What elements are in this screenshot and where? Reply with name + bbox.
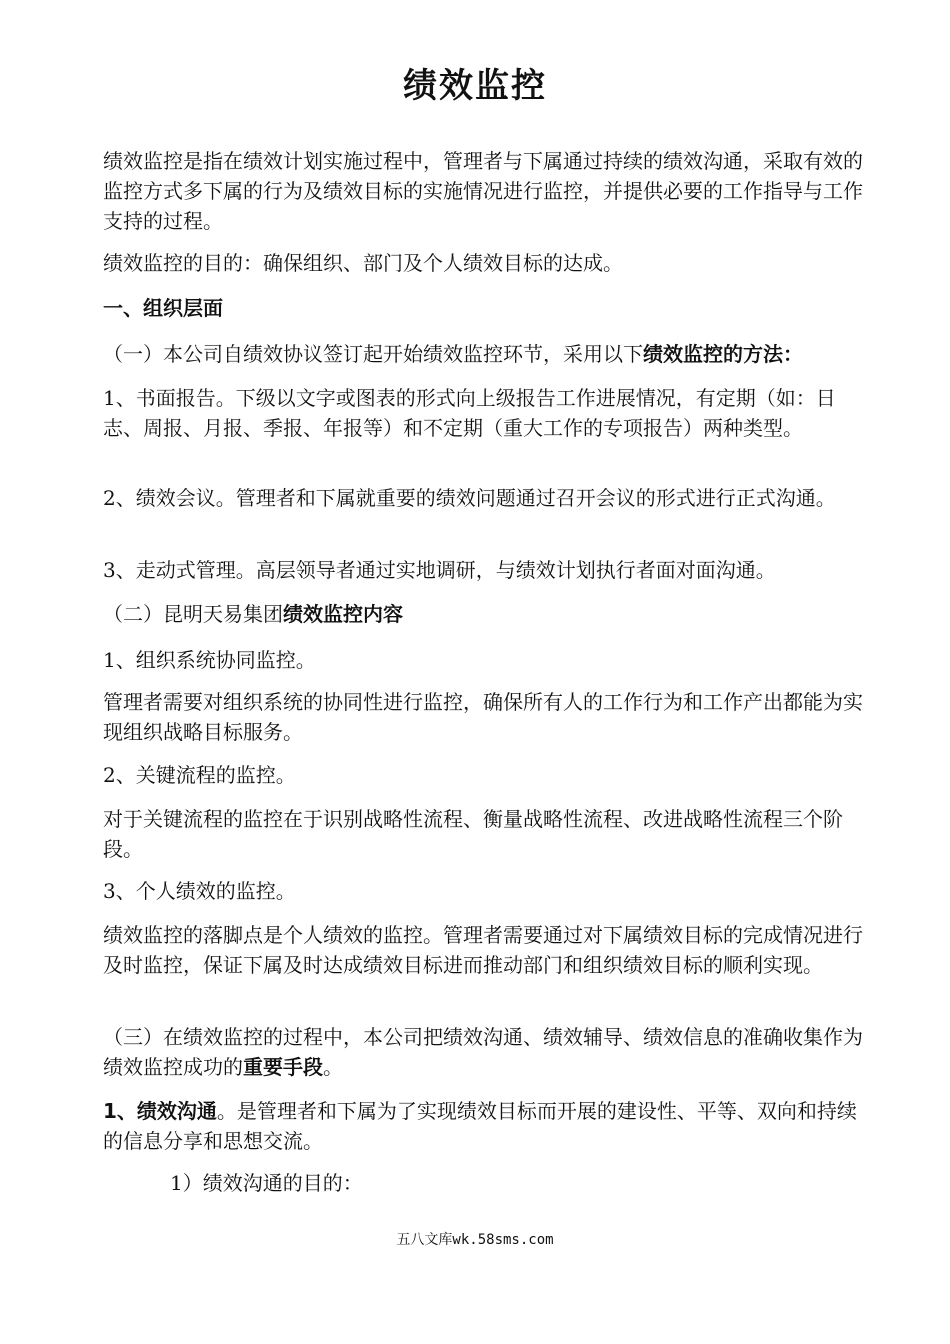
content-item-2: 2、关键流程的监控。 [103,763,296,787]
subsection-content [103,599,873,629]
method-written-report: 1、书面报告。下级以文字或图表的形式向上级报告工作进展情况，有定期（如：日志、周报、月报、季报、年报等）和不定期（重大工作的专项报告）两种类型。 [103,386,836,440]
subsection-methods-emphasis: 绩效监控的方法： [643,342,803,366]
content-item-3: 3、个人绩效的监控。 [103,879,296,903]
purpose-paragraph: 绩效监控的目的：确保组织、部门及个人绩效目标的达成。 [103,251,623,275]
footer-watermark: 五八文库wk.58sms.com [396,1232,554,1248]
content-item-2-desc: 对于关键流程的监控在于识别战略性流程、衡量战略性流程、改进战略性流程三个阶段。 [103,807,843,861]
method-meeting: 2、绩效会议。管理者和下属就重要的绩效问题通过召开会议的形式进行正式沟通。 [103,486,836,510]
subsection-means [103,1022,873,1082]
topic-communication-purpose: 1）绩效沟通的目的： [170,1171,363,1195]
subsection-methods [103,339,873,369]
method-walk-around: 3、走动式管理。高层领导者通过实地调研，与绩效计划执行者面对面沟通。 [103,558,776,582]
topic-communication-heading: 1、绩效沟通 [103,1099,217,1123]
subsection-content-emphasis: 绩效监控内容 [283,602,403,626]
subsection-means-text: （三）在绩效监控的过程中，本公司把绩效沟通、绩效辅导、绩效信息的准确收集作为绩效监控成功的 [103,1025,863,1079]
content-item-1: 1、组织系统协同监控。 [103,648,316,672]
section-heading-organization: 一、组织层面 [103,296,223,320]
content-item-3-desc: 绩效监控的落脚点是个人绩效的监控。管理者需要通过对下属绩效目标的完成情况进行及时监控，保证下属及时达成绩效目标进而推动部门和组织绩效目标的顺利实现。 [103,923,863,977]
topic-communication-text: 。是管理者和下属为了实现绩效目标而开展的建设性、平等、双向和持续的信息分享和思想交流。 [103,1099,857,1153]
subsection-means-end: 。 [323,1055,343,1079]
content-item-1-desc: 管理者需要对组织系统的协同性进行监控，确保所有人的工作行为和工作产出都能为实现组织战略目标服务。 [103,690,863,744]
subsection-means-emphasis: 重要手段 [243,1055,323,1079]
subsection-methods-text: （一）本公司自绩效协议签订起开始绩效监控环节，采用以下 [103,342,643,366]
page-title: 绩效监控 [403,66,547,106]
subsection-content-text: （二）昆明天易集团 [103,602,283,626]
intro-paragraph: 绩效监控是指在绩效计划实施过程中，管理者与下属通过持续的绩效沟通，采取有效的监控方式多下属的行为及绩效目标的实施情况进行监控，并提供必要的工作指导与工作支持的过程。 [103,149,863,233]
topic-communication [103,1096,873,1156]
